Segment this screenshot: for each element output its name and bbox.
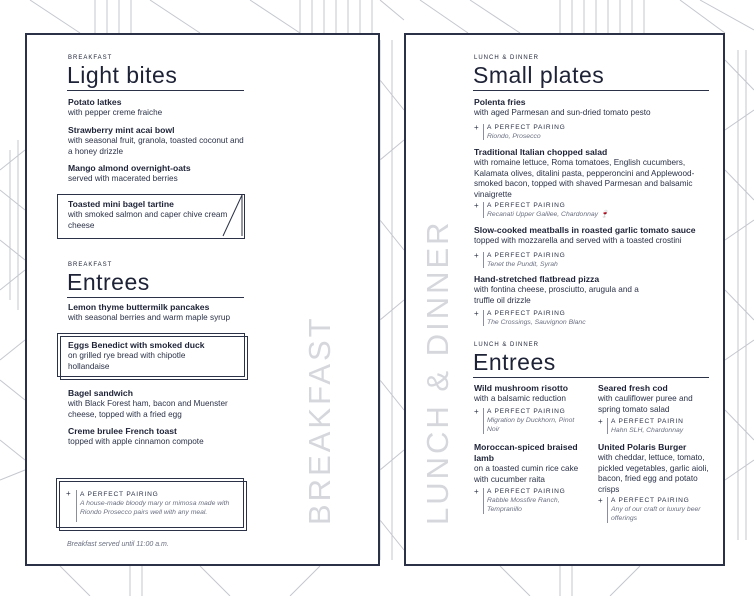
item-name: Moroccan-spiced braised lamb	[474, 442, 578, 463]
breakfast-light-bites-eyebrow: BREAKFAST	[68, 55, 113, 61]
plus-icon: +	[474, 487, 479, 496]
item-name: Traditional Italian chopped salad	[474, 147, 608, 157]
item-name: Creme brulee French toast	[68, 426, 177, 436]
menu-item	[68, 302, 268, 324]
item-name: Polenta fries	[474, 97, 526, 107]
menu-item	[68, 426, 258, 448]
item-name: Slow-cooked meatballs in roasted garlic tomato sauce	[474, 225, 696, 235]
pairing-text: A house-made bloody mary or mimosa made with Riondo Prosecco pairs well with any meal.	[80, 500, 230, 516]
pairing-text	[487, 210, 609, 219]
plus-icon: +	[598, 496, 603, 505]
plus-icon: +	[598, 417, 603, 426]
breakfast-vertical-label: BREAKFAST	[302, 315, 337, 525]
plus-icon: +	[474, 251, 479, 260]
breakfast-entrees-eyebrow: BREAKFAST	[68, 262, 113, 268]
item-name: Strawberry mint acai bowl	[68, 125, 175, 135]
item-description: with Black Forest ham, bacon and Muenster cheese, topped with a fried egg	[68, 399, 228, 419]
item-name: United Polaris Burger	[598, 442, 687, 452]
pairing-text: Any of our craft or luxury beer offerings	[611, 506, 701, 522]
item-name: Toasted mini bagel tartine	[68, 199, 174, 209]
item-description: with romaine lettuce, Roma tomatoes, English cucumbers, Kalamata olives, ditalini pasta, pepperoncini and Applewood-smoked bacon, topped with shaved Parmesan and balsamic vinaigrette	[474, 158, 695, 199]
pairing-text: Riondo, Prosecco	[487, 133, 541, 140]
item-description: on grilled rye bread with chipotle hollandaise	[68, 351, 186, 371]
pairing-label: A PERFECT PAIRING	[487, 202, 566, 209]
menu-item	[68, 125, 250, 157]
item-name: Potato latkes	[68, 97, 122, 107]
light-bites-heading: Light bites	[67, 62, 178, 88]
item-description: with smoked salmon and caper chive cream cheese	[68, 210, 228, 230]
pairing-text: Rabble Mossfire Ranch, Tempranillo	[487, 497, 560, 513]
pairing-divider	[483, 252, 484, 268]
heading-underline	[67, 297, 244, 298]
item-description: with aged Parmesan and sun-dried tomato pesto	[474, 108, 651, 117]
menu-item	[474, 274, 654, 306]
pairing-divider	[76, 490, 77, 522]
lunch-entrees-eyebrow: LUNCH & DINNER	[474, 342, 540, 348]
heading-underline	[67, 90, 244, 91]
item-name: Mango almond overnight-oats	[68, 163, 191, 173]
item-description: with a balsamic reduction	[474, 394, 566, 403]
item-name: Lemon thyme buttermilk pancakes	[68, 302, 210, 312]
item-description: with pepper creme fraiche	[68, 108, 163, 117]
pairing-label: A PERFECT PAIRING	[80, 491, 159, 498]
item-description: with fontina cheese, prosciutto, arugula and a truffle oil drizzle	[474, 285, 639, 305]
pairing-label: A PERFECT PAIRIN	[611, 418, 684, 425]
item-description: served with macerated berries	[68, 174, 178, 183]
pairing-text: Hahn SLH, Chardonnay	[611, 427, 684, 434]
menu-item	[474, 442, 584, 485]
pairing-divider	[483, 310, 484, 326]
pairing-wine: Recanati Upper Galilee, Chardonnay	[487, 211, 599, 218]
plus-icon: +	[474, 201, 479, 210]
pairing-label: A PERFECT PAIRING	[487, 408, 566, 415]
item-description: on a toasted cumin rice cake with cucumber raita	[474, 464, 579, 484]
lunch-entrees-heading: Entrees	[473, 349, 556, 375]
menu-item	[68, 97, 258, 119]
pairing-divider	[483, 202, 484, 218]
pairing-label: A PERFECT PAIRING	[487, 124, 566, 131]
menu-item	[474, 383, 592, 405]
item-name: Wild mushroom risotto	[474, 383, 568, 393]
pairing-text: Tenet the Pundit, Syrah	[487, 261, 558, 268]
plus-icon: +	[474, 407, 479, 416]
menu-item	[68, 388, 258, 420]
pairing-label: A PERFECT PAIRING	[487, 310, 566, 317]
item-name: Bagel sandwich	[68, 388, 133, 398]
heading-underline	[473, 377, 709, 378]
breakfast-entrees-heading: Entrees	[67, 269, 150, 295]
item-name: Hand-stretched flatbread pizza	[474, 274, 600, 284]
menu-item	[474, 147, 700, 200]
item-name: Seared fresh cod	[598, 383, 668, 393]
item-name: Eggs Benedict with smoked duck	[68, 340, 205, 350]
wine-glass-icon: 🍷	[599, 211, 609, 218]
lunch-dinner-vertical-label: LUNCH & DINNER	[420, 219, 455, 525]
pairing-label: A PERFECT PAIRING	[611, 497, 690, 504]
small-plates-heading: Small plates	[473, 62, 605, 88]
item-description: topped with mozzarella and served with a toasted crostini	[474, 236, 682, 245]
pairing-text: The Crossings, Sauvignon Blanc	[487, 319, 586, 326]
item-description: with cauliflower puree and spring tomato salad	[598, 394, 693, 414]
plus-icon: +	[474, 123, 479, 132]
pairing-divider	[607, 497, 608, 523]
menu-item	[68, 163, 258, 185]
pairing-divider	[607, 418, 608, 434]
pairing-divider	[483, 408, 484, 434]
pairing-divider	[483, 488, 484, 514]
heading-underline	[473, 90, 709, 91]
pairing-text: Migration by Duckhorn, Pinot Noir	[487, 417, 575, 433]
pairing-label: A PERFECT PAIRING	[487, 252, 566, 259]
menu-item	[474, 97, 714, 119]
menu-item	[598, 383, 708, 415]
menu-item	[474, 225, 719, 247]
plus-icon: +	[66, 489, 71, 498]
plus-icon: +	[474, 309, 479, 318]
item-description: with cheddar, lettuce, tomato, pickled vegetables, garlic aioli, bacon, fried egg and potato crisps	[598, 453, 709, 494]
item-description: with seasonal fruit, granola, toasted coconut and a honey drizzle	[68, 136, 244, 156]
item-description: topped with apple cinnamon compote	[68, 437, 204, 446]
small-plates-eyebrow: LUNCH & DINNER	[474, 55, 540, 61]
pairing-divider	[483, 124, 484, 140]
menu-item	[68, 340, 218, 372]
pairing-label: A PERFECT PAIRING	[487, 488, 566, 495]
menu-item	[598, 442, 710, 495]
breakfast-hours-note: Breakfast served until 11:00 a.m.	[67, 541, 169, 548]
menu-item	[68, 199, 228, 231]
item-description: with seasonal berries and warm maple syrup	[68, 313, 231, 322]
